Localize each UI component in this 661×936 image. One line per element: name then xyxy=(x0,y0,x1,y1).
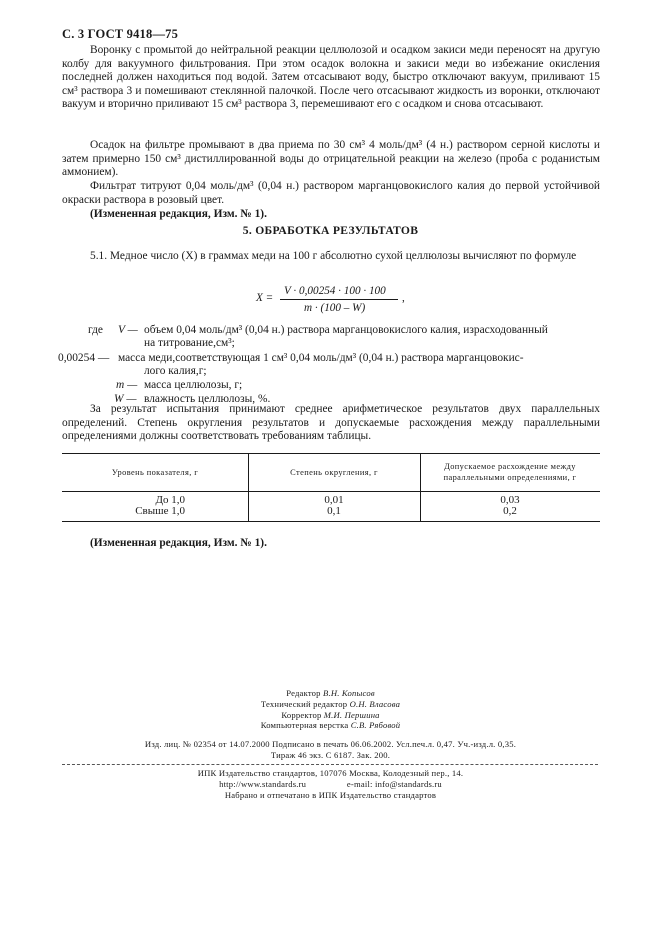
website-link[interactable]: http://www.standards.ru xyxy=(219,779,307,789)
formula-lhs: X = xyxy=(256,292,274,304)
tech-editor-label: Технический редактор xyxy=(260,699,348,709)
section-title: 5. ОБРАБОТКА РЕЗУЛЬТАТОВ xyxy=(242,224,419,237)
amendment-note-1: (Измененная редакция, Изм. № 1). xyxy=(90,208,267,220)
imprint-printed-by: Набрано и отпечатано в ИПК Издательство стандартов xyxy=(224,790,437,800)
layout-name: С.В. Рябовой xyxy=(350,720,401,730)
table-cell-rounding: 0,1 xyxy=(327,505,341,517)
tech-editor-name: О.Н. Власова xyxy=(349,699,401,709)
table-header-level: Уровень показателя, г xyxy=(111,468,199,477)
imprint-print-run: Тираж 46 экз. С 6187. Зак. 200. xyxy=(270,750,391,760)
table-cell-level: Свыше 1,0 xyxy=(135,505,185,517)
paragraph-copper-number: 5.1. Медное число (X) в граммах меди на 100 г абсолютно сухой целлюлозы вычисляют по формуле xyxy=(90,250,577,262)
page-header: С. 3 ГОСТ 9418—75 xyxy=(62,27,179,41)
symbol-w: W — xyxy=(114,393,137,405)
table-bottom-rule xyxy=(62,521,600,522)
imprint-tech-editor xyxy=(0,699,661,710)
table-row xyxy=(62,506,248,518)
amendment-note-2: (Измененная редакция, Изм. № 1). xyxy=(90,537,267,549)
paragraph-titration: Фильтрат титруют 0,04 моль/дм³ (0,04 н.) раствором марганцовокислого калия до первой устойчивой окраски раствора в розовый цвет. xyxy=(62,180,600,206)
corrector-name: М.И. Першина xyxy=(323,710,380,720)
definition-v-line2: на титрование,см³; xyxy=(144,337,235,349)
table-header-tolerance-line2: параллельными определениями, г xyxy=(443,473,577,482)
definition-constant-line2: лого калия,г; xyxy=(144,365,207,377)
formula-comma: , xyxy=(402,292,405,304)
formula-denominator: m · (100 – W) xyxy=(304,302,366,314)
definition-constant-line1: масса меди,соответствующая 1 см³ 0,04 моль/дм³ (0,04 н.) раствора марганцовокис- xyxy=(118,352,524,364)
imprint-layout xyxy=(0,720,661,731)
imprint-publishing-details: Изд. лиц. № 02354 от 14.07.2000 Подписано в печать 06.06.2002. Усл.печ.л. 0,47. Уч.-изд.л. 0,35. xyxy=(144,739,517,749)
table-header-tolerance-line1: Допускаемое расхождение между xyxy=(444,462,576,471)
table-cell-rounding: 0,01 xyxy=(324,494,344,506)
definition-w-text: влажность целлюлозы, %. xyxy=(144,393,271,405)
imprint-divider xyxy=(62,764,598,765)
symbol-constant: 0,00254 — xyxy=(58,352,110,364)
imprint-corrector xyxy=(0,710,661,721)
layout-label: Компьютерная верстка xyxy=(260,720,349,730)
imprint-editor xyxy=(0,688,661,699)
paragraph-transfer: Воронку с промытой до нейтральной реакции целлюлозой и осадком закиси меди переносят на другую колбу для вакуумного фильтрования. При этом осадок волокна и закиси меди во избежание окисления последней должен находиться под водой. Затем отсасывают воду, быстро отключают вакуум, приливают 15 см³ раствора 3 и помешивают стеклянной палочкой. После чего отсасывают жидкость из воронки, отключают вакуум и вторично приливают 15 см³ раствора 3, перемешивают его с осадком и снова отсасывают. xyxy=(62,44,600,111)
paragraph-wash: Осадок на фильтре промывают в два приема по 30 см³ 4 моль/дм³ (4 н.) раствором серной кислоты и затем примерно 150 см³ дистиллированной воды до отрицательной реакции на железо (проба с роданистым аммонием). xyxy=(62,139,600,179)
fraction-bar xyxy=(280,299,398,300)
symbol-v: V — xyxy=(118,324,138,336)
tolerance-table xyxy=(62,453,600,521)
paragraph-result: За результат испытания принимают среднее арифметическое результатов двух параллельных определений. Степень округления результатов и допускаемые расхождения между параллельными определениями должны соответствовать требованиям таблицы. xyxy=(62,403,600,443)
copper-number-formula xyxy=(256,282,416,316)
table-top-rule xyxy=(62,453,600,454)
table-header-rule xyxy=(62,491,600,492)
table-cell-tolerance: 0,03 xyxy=(500,494,520,506)
imprint-contacts xyxy=(0,779,661,790)
definition-v-line1: объем 0,04 моль/дм³ (0,04 н.) раствора марганцовокислого калия, израсходованный xyxy=(144,324,548,336)
corrector-label: Корректор xyxy=(281,710,322,720)
where-label: где xyxy=(88,324,103,336)
table-cell-tolerance: 0,2 xyxy=(503,505,517,517)
editor-label: Редактор xyxy=(286,688,321,698)
email-link[interactable]: e-mail: info@standards.ru xyxy=(346,779,442,789)
imprint-address: ИПК Издательство стандартов, 107076 Москва, Колодезный пер., 14. xyxy=(197,768,464,778)
formula-numerator: V · 0,00254 · 100 · 100 xyxy=(284,285,386,297)
symbol-m: m — xyxy=(116,379,138,391)
table-header-rounding: Степень округления, г xyxy=(290,468,378,477)
definition-m-text: масса целлюлозы, г; xyxy=(144,379,243,391)
editor-name: В.Н. Копысов xyxy=(323,688,375,698)
table-cell-level: До 1,0 xyxy=(155,494,185,506)
